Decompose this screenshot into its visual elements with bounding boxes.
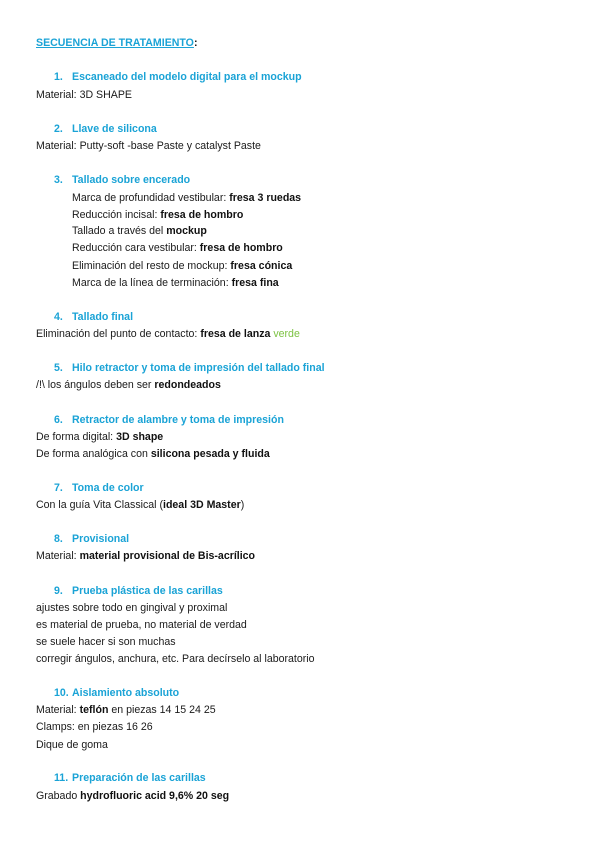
step-heading-text: Provisional [72,533,130,545]
step-heading-11 [54,772,206,784]
step-heading-text: Retractor de alambre y toma de impresión [72,414,284,426]
step-number: 8. [54,533,63,545]
step-line: Material: material provisional de Bis-acrílico [36,550,256,562]
step-heading-10 [54,687,179,699]
step-number: 10. [54,687,69,699]
step-line: Material: Putty-soft -base Paste y catalyst Paste [36,140,261,152]
step-line: ajustes sobre todo en gingival y proximal [36,602,228,614]
step-line: corregir ángulos, anchura, etc. Para decírselo al laboratorio [36,653,315,665]
document-title [36,37,197,49]
document-title-colon: : [193,37,198,49]
step-line: Eliminación del resto de mockup: fresa cónica [72,260,293,272]
step-heading-text: Escaneado del modelo digital para el mockup [72,71,302,83]
step-heading-text: Preparación de las carillas [72,772,206,784]
step-line: Con la guía Vita Classical (ideal 3D Master) [36,499,245,511]
step-heading-text: Tallado final [72,311,134,323]
step-line: De forma digital: 3D shape [36,431,164,443]
step-number: 11. [54,772,69,784]
step-number: 6. [54,414,63,426]
step-number: 7. [54,482,63,494]
step-heading-9 [54,585,223,597]
step-number: 5. [54,362,63,374]
step-line: Clamps: en piezas 16 26 [36,721,153,733]
step-line: /!\ los ángulos deben ser redondeados [36,379,221,391]
step-heading-3 [54,174,190,186]
step-line: se suele hacer si son muchas [36,636,176,648]
step-line: Marca de profundidad vestibular: fresa 3 ruedas [72,192,302,204]
step-heading-text: Aislamiento absoluto [72,687,180,699]
step-heading-7 [54,482,144,494]
step-line: Dique de goma [36,739,108,751]
step-heading-text: Prueba plástica de las carillas [72,585,223,597]
step-line: De forma analógica con silicona pesada y fluida [36,448,270,460]
step-number: 3. [54,174,63,186]
step-heading-6 [54,414,284,426]
step-heading-1 [54,71,302,83]
step-line: Reducción incisal: fresa de hombro [72,209,244,221]
step-number: 2. [54,123,63,135]
step-line: Reducción cara vestibular: fresa de hombro [72,242,283,254]
step-line: es material de prueba, no material de verdad [36,619,247,631]
step-line: Tallado a través del mockup [72,225,207,237]
step-line: Material: 3D SHAPE [36,89,132,101]
step-line: Eliminación del punto de contacto: fresa de lanza verde [36,328,300,340]
step-heading-text: Toma de color [72,482,144,494]
step-line: Material: teflón en piezas 14 15 24 25 [36,704,216,716]
step-heading-text: Hilo retractor y toma de impresión del tallado final [72,362,325,374]
step-number: 4. [54,311,63,323]
step-heading-2 [54,123,157,135]
step-heading-8 [54,533,129,545]
step-heading-text: Tallado sobre encerado [72,174,191,186]
step-number: 9. [54,585,63,597]
step-heading-4 [54,311,133,323]
step-line: Grabado hydrofluoric acid 9,6% 20 seg [36,790,230,802]
green-word: verde [270,328,300,340]
step-line: Marca de la línea de terminación: fresa fina [72,277,279,289]
step-heading-5 [54,362,325,374]
step-heading-text: Llave de silicona [72,123,157,135]
step-number: 1. [54,71,63,83]
document-title-text: SECUENCIA DE TRATAMIENTO [36,37,194,49]
